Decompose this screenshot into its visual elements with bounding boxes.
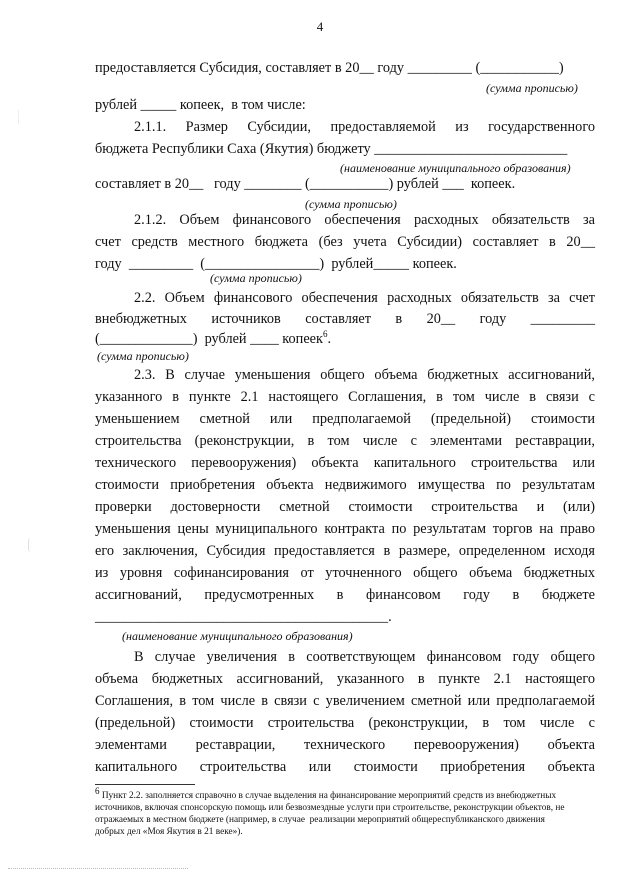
footnote-line: добрых дел «Моя Якутия в 21 веке»). xyxy=(95,827,243,837)
text-line: 2.1.2. Объем финансового обеспечения расходных обязательств за xyxy=(134,212,595,228)
text-line: уменьшения цены муниципального контракта по результатам торгов на право xyxy=(95,521,595,537)
footnote-line: $^6$ Пункт 2.2. заполняется справочно в случае выделения на финансирование мероприятий средств из внебюджетных xyxy=(95,785,557,801)
caption-sum-words: (сумма прописью) xyxy=(486,81,578,95)
text-line: стоимости приобретения объекта недвижимого имущества по результатам xyxy=(95,477,595,493)
text-line: элементами реставрации, технического перевооружения) объекта xyxy=(95,737,595,753)
text-line: бюджета Республики Саха (Якутия) бюджету ___________________________ xyxy=(95,141,568,157)
text-line: его заключения, Субсидия предоставляется в размере, определенном исходя xyxy=(95,543,595,559)
text-line: указанного в пункте 2.1 настоящего Соглашения, в том числе в связи с xyxy=(95,389,595,405)
text-line: _________________________________________. xyxy=(95,609,392,625)
footnote-line: источников, включая спонсорскую помощь или безвозмездные услуги при строительстве, реконструкции объектов, не xyxy=(95,803,565,813)
footnote-separator xyxy=(95,784,195,785)
text-line: (_____________) рублей ____ копеек$^6$. xyxy=(95,329,332,347)
footnote-line: отражаемых в местном бюджете (например, в случае реализации мероприятий общереспубликанского движения xyxy=(95,815,545,825)
text-line: счет средств местного бюджета (без учета Субсидии) составляет в 20__ xyxy=(95,234,595,250)
text-line: (предельной) стоимости строительства (реконструкции, в том числе с xyxy=(95,715,595,731)
text-line: внебюджетных источников составляет в 20__ году _________ xyxy=(95,311,595,327)
text-line: капитального строительства или стоимости приобретения объекта xyxy=(95,759,595,775)
footnote-number: 6 xyxy=(95,785,100,796)
text-line: технического перевооружения) объекта капитального строительства или xyxy=(95,455,595,471)
text-line: ассигнований, предусмотренных в финансовом году в бюджете xyxy=(95,587,595,603)
caption-sum-words: (сумма прописью) xyxy=(97,349,189,363)
text-line: предоставляется Субсидия, составляет в 20__ году _________ (___________) xyxy=(95,60,564,76)
page-number: 4 xyxy=(316,19,324,34)
text-line: Соглашения, в том числе в связи с увеличением сметной или предполагаемой xyxy=(95,693,595,709)
text-line: рублей _____ копеек, в том числе: xyxy=(95,97,306,113)
text-line: 2.1.1. Размер Субсидии, предоставляемой из государственного xyxy=(134,119,595,135)
caption-sum-words: (сумма прописью) xyxy=(305,197,397,211)
caption-municipality: (наименование муниципального образования) xyxy=(340,161,571,175)
text-line: из уровня софинансирования от уточненного общего объема бюджетных xyxy=(95,565,595,581)
text-line: 2.3. В случае уменьшения общего объема бюджетных ассигнований, xyxy=(134,367,595,383)
footnote-ref: 6 xyxy=(322,329,328,340)
scan-smudge xyxy=(18,110,23,124)
caption-municipality: (наименование муниципального образования) xyxy=(122,629,353,643)
text-line: В случае увеличения в соответствующем финансовом году общего xyxy=(134,649,595,665)
text-line: уменьшением сметной или предполагаемой (предельной) стоимости xyxy=(95,411,595,427)
text-line: строительства (реконструкции, в том числе с элементами реставрации, xyxy=(95,433,595,449)
text-line: проверки достоверности сметной стоимости строительства и (или) xyxy=(95,499,595,515)
text-line: 2.2. Объем финансового обеспечения расходных обязательств за счет xyxy=(134,290,595,306)
text-line: объема бюджетных ассигнований, указанного в пункте 2.1 настоящего xyxy=(95,671,595,687)
text-line: году _________ (________________) рублей_____ копеек. xyxy=(95,256,457,272)
scan-edge-mark xyxy=(8,868,188,869)
scan-smudge xyxy=(28,538,35,552)
caption-sum-words: (сумма прописью) xyxy=(210,271,302,285)
text-line: составляет в 20__ году ________ (___________) рублей ___ копеек. xyxy=(95,176,516,192)
